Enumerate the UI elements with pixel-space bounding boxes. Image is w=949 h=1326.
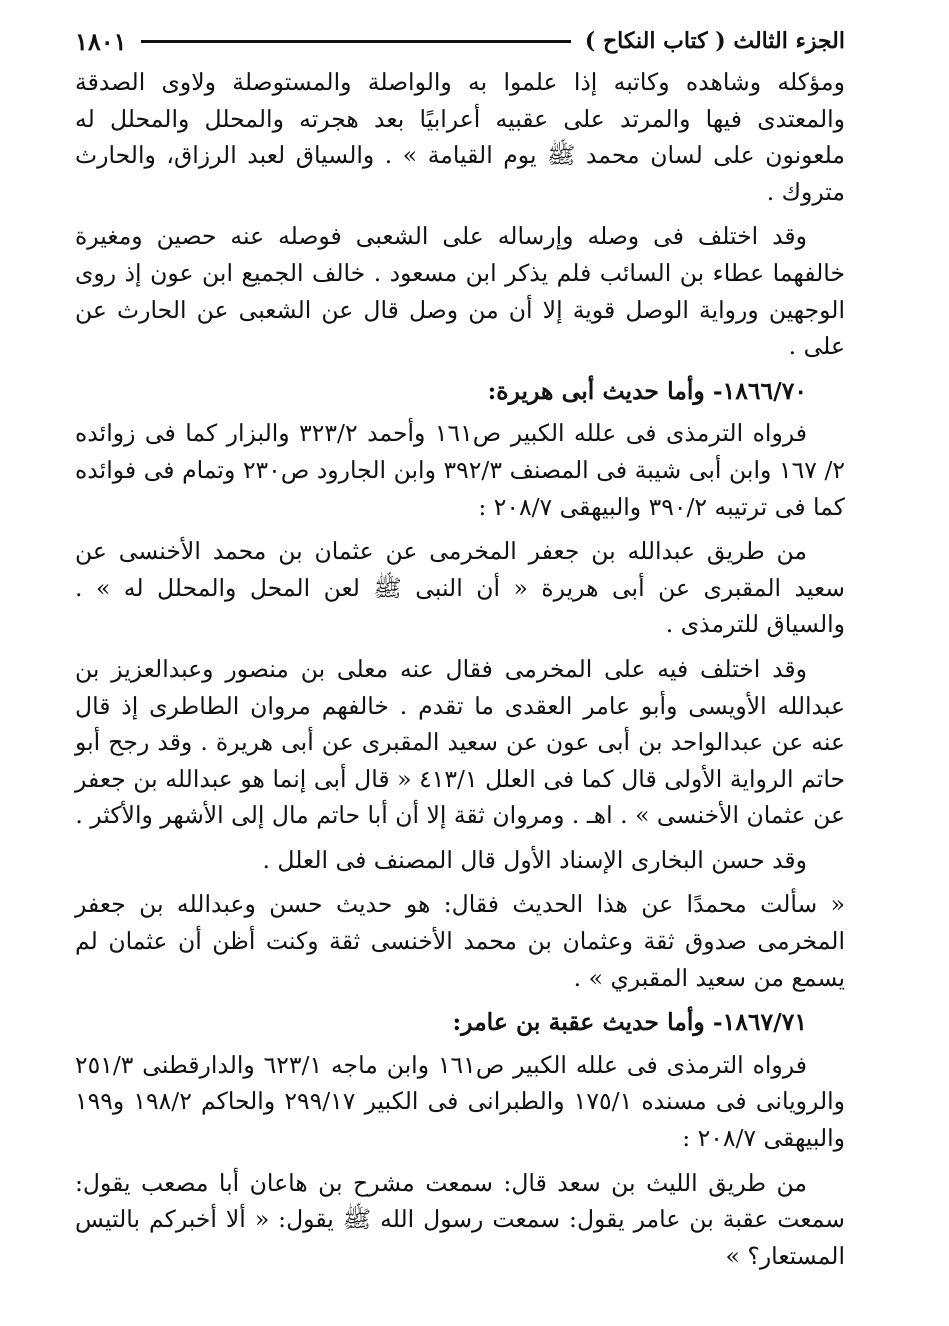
section-heading-abu-hurayra: ١٨٦٦/٧٠- وأما حديث أبى هريرة:: [487, 376, 807, 405]
paragraph-abu-hurayra-sources: فرواه الترمذى فى علله الكبير ص١٦١ وأحمد ٣٢٣/٢ والبزار كما فى زوائده ٢/ ١٦٧ وابن أبى شيبة فى المصنف ٣٩٢/٣ وابن الجارود ص٢٣٠ وتمام فى فوائده كما فى ترتيبه ٣٩٠/٢ والبيهقى ٢٠٨/٧ :: [75, 419, 845, 521]
paragraph-uqba-chain: من طريق الليث بن سعد قال: سمعت مشرح بن هاعان أبا مصعب يقول: سمعت عقبة بن عامر يقول: سمعت رسول الله ﷺ يقول: « ألا أخبركم بالتيس المستعار؟ »: [75, 1168, 845, 1270]
running-title: الجزء الثالث ( كتاب النكاح ): [584, 28, 845, 54]
page-header: [75, 18, 845, 64]
section-heading-uqba: ١٨٦٧/٧١- وأما حديث عقبة بن عامر:: [452, 1008, 807, 1037]
page-body: [75, 64, 845, 1274]
paragraph-shabi-variation: وقد اختلف فى وصله وإرساله على الشعبى فوصله عنه حصين ومغيرة خالفهما عطاء بن السائب فلم يذكر ابن مسعود . خالف الجميع ابن عون إذ روى الوجهين ورواية الوصل قوية إلا أن من وصل قال عن الشعبى عن الحارث عن على .: [75, 222, 845, 361]
paragraph-makhrami-variation: وقد اختلف فيه على المخرمى فقال عنه معلى بن منصور وعبدالعزيز بن عبدالله الأويسى وأبو عامر العقدى ما تقدم . خالفهم مروان الطاطرى إذ قال عنه عن عبدالواحد بن أبى عون عن سعيد المقبرى عن أبى هريرة . وقد رجح أبو حاتم الرواية الأولى قال كما فى العلل ٤١٣/١ « قال أبى إنما هو عبدالله بن جعفر عن عثمان الأخنسى » . اهـ . ومروان ثقة إلا أن أبا حاتم مال إلى الأشهر والأكثر .: [75, 654, 846, 830]
paragraph-continuation: ومؤكله وشاهده وكاتبه إذا علموا به والواصلة والمستوصلة ولاوى الصدقة والمعتدى فيها والمرتد على عقبيه أعرابيًا بعد هجرته والمحلل والمحلل له ملعونون على لسان محمد ﷺ يوم القيامة » . والسياق لعبد الرزاق، والحارث متروك .: [75, 68, 845, 206]
book-page: [75, 18, 845, 1282]
page-number: ١٨٠١: [75, 26, 127, 56]
paragraph-bukhari-grading: وقد حسن البخارى الإسناد الأول قال المصنف فى العلل .: [262, 845, 807, 874]
paragraph-abu-hurayra-chain: من طريق عبدالله بن جعفر المخرمى عن عثمان بن محمد الأخنسى عن سعيد المقبرى عن أبى هريرة « أن النبى ﷺ لعن المحل والمحلل له » . والسياق للترمذى .: [75, 537, 845, 639]
quote-bukhari: « سألت محمدًا عن هذا الحديث فقال: هو حديث حسن وعبدالله بن جعفر المخرمى صدوق ثقة وعثمان بن محمد الأخنسى ثقة وكنت أظن أن عثمان لم يسمع من سعيد المقبري » .: [75, 890, 845, 992]
header-rule: [141, 40, 571, 43]
paragraph-uqba-sources: فرواه الترمذى فى علله الكبير ص١٦١ وابن ماجه ٦٢٣/١ والدارقطنى ٢٥١/٣ والرويانى فى مسنده ١٧٥/١ والطبرانى فى الكبير ٢٩٩/١٧ والحاكم ١٩٨/٢ و١٩٩ والبيهقى ٢٠٨/٧ :: [75, 1050, 846, 1153]
